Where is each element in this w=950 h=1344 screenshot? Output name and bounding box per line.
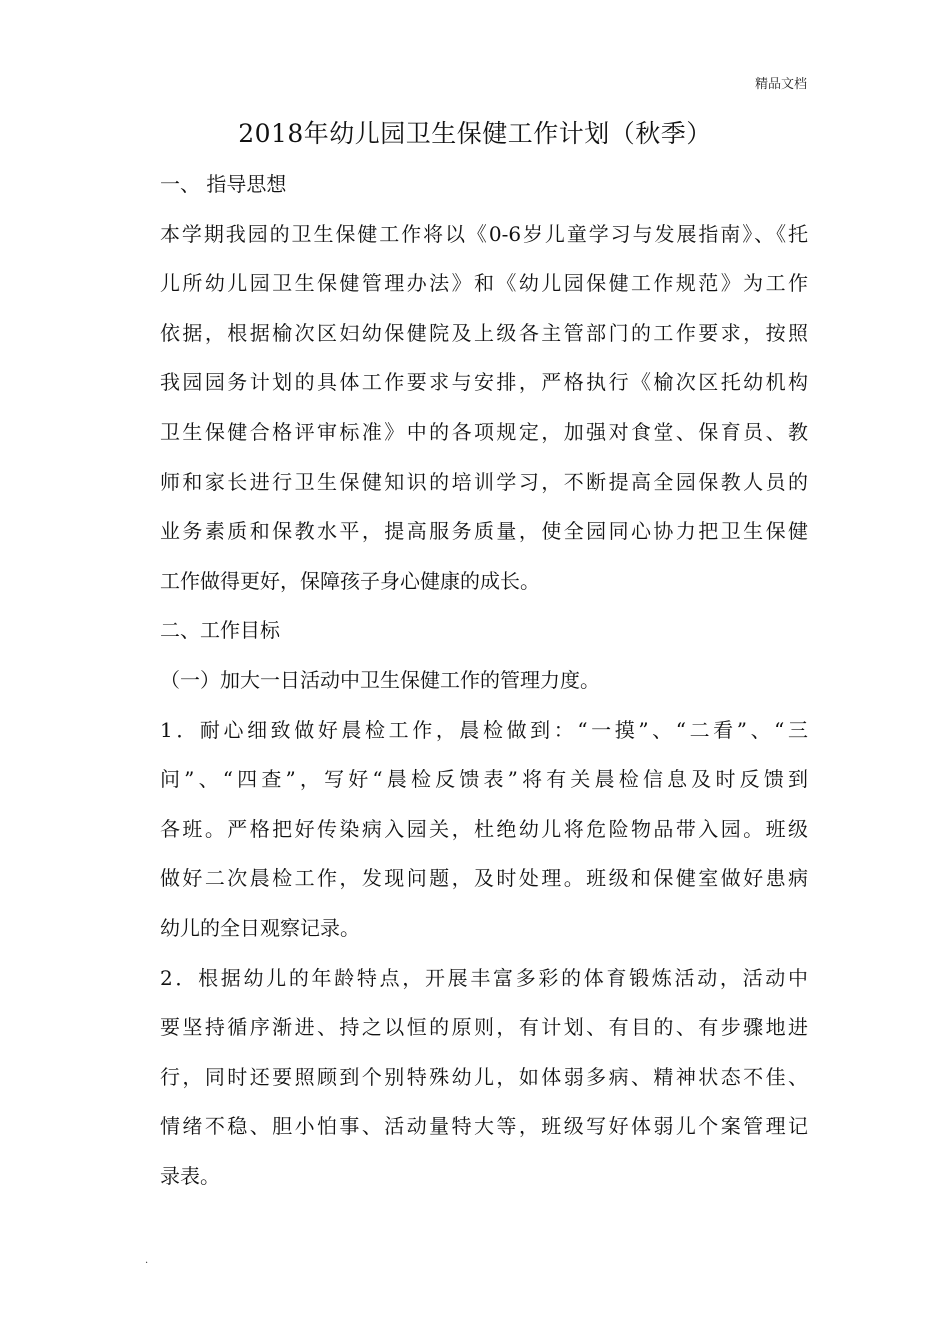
footer-mark: . — [145, 1255, 149, 1266]
body-line: 做好二次晨检工作，发现问题，及时处理。班级和保健室做好患病 — [160, 866, 808, 891]
body-line: 一、 指导思想 — [160, 172, 287, 196]
body-line: 要坚持循序渐进、持之以恒的原则，有计划、有目的、有步骤地进 — [160, 1015, 808, 1040]
body-line: 录表。 — [160, 1163, 220, 1188]
body-line: 儿所幼儿园卫生保健管理办法》和《幼儿园保健工作规范》为工作 — [160, 271, 808, 296]
body-line: 依据，根据榆次区妇幼保健院及上级各主管部门的工作要求，按照 — [160, 320, 808, 345]
body-line: 卫生保健合格评审标准》中的各项规定，加强对食堂、保育员、教 — [160, 419, 808, 444]
body-line: 本学期我园的卫生保健工作将以《0-6岁儿童学习与发展指南》、《托 — [160, 221, 808, 246]
document-body — [160, 160, 808, 1201]
body-line: 师和家长进行卫生保健知识的培训学习，不断提高全园保教人员的 — [160, 469, 808, 494]
body-line: 行，同时还要照顾到个别特殊幼儿，如体弱多病、精神状态不佳、 — [160, 1064, 808, 1089]
body-line: 各班。严格把好传染病入园关，杜绝幼儿将危险物品带入园。班级 — [160, 816, 808, 841]
body-line: 工作做得更好，保障孩子身心健康的成长。 — [160, 568, 540, 593]
document-title: 2018年幼儿园卫生保健工作计划（秋季） — [238, 119, 712, 148]
body-line: 1．耐心细致做好晨检工作，晨检做到：“一摸”、“二看”、“三 — [160, 717, 808, 742]
body-line: 业务素质和保教水平，提高服务质量，使全园同心协力把卫生保健 — [160, 519, 808, 544]
body-line: 问”、“四查”，写好“晨检反馈表”将有关晨检信息及时反馈到 — [160, 767, 808, 792]
header-label: 精品文档 — [754, 77, 807, 92]
body-line: 情绪不稳、胆小怕事、活动量特大等，班级写好体弱儿个案管理记 — [160, 1114, 808, 1139]
body-line: （一）加大一日活动中卫生保健工作的管理力度。 — [160, 667, 600, 692]
body-line: 2．根据幼儿的年龄特点，开展丰富多彩的体育锻炼活动，活动中 — [160, 965, 808, 990]
body-line: 二、工作目标 — [160, 618, 280, 643]
body-line: 我园园务计划的具体工作要求与安排，严格执行《榆次区托幼机构 — [160, 370, 808, 395]
body-line: 幼儿的全日观察记录。 — [160, 915, 360, 940]
